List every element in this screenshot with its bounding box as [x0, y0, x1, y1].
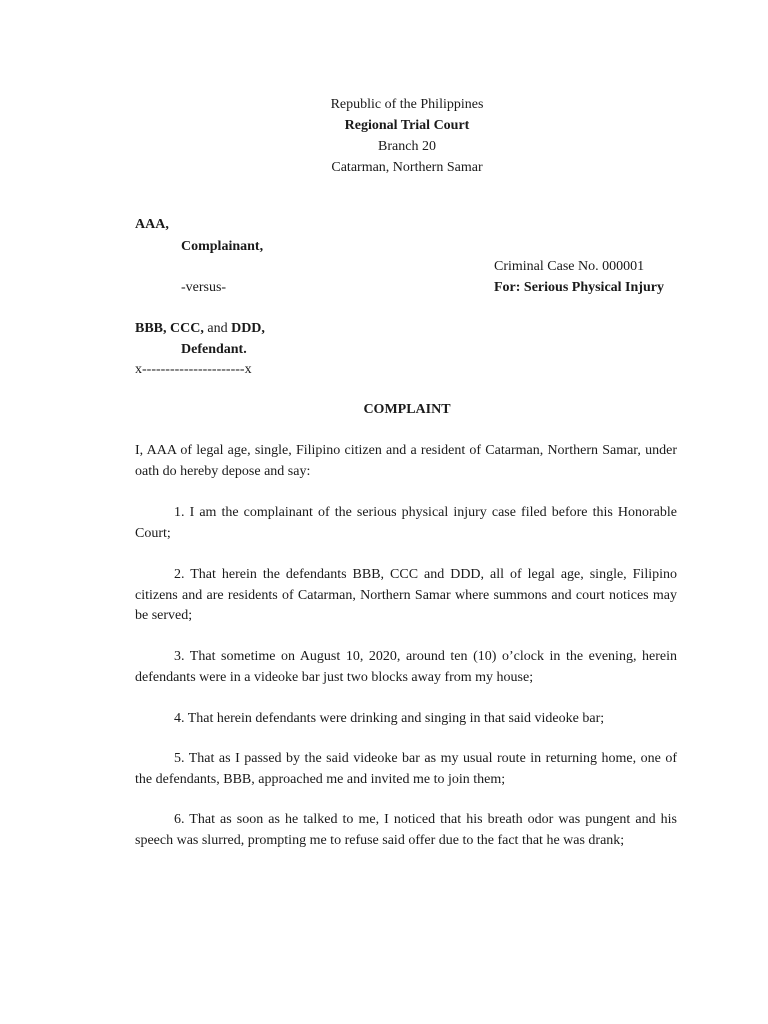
paragraph-5: 5. That as I passed by the said videoke bar as my usual route in returning home, one of the defendants, BBB, approached me and invited me to join them; — [135, 751, 677, 787]
caption-separator: x----------------------x — [135, 362, 252, 377]
case-nature: For: Serious Physical Injury — [494, 280, 664, 295]
paragraph-3: 3. That sometime on August 10, 2020, around ten (10) o’clock in the evening, herein defendants were in a videoke bar just two blocks away from my house; — [135, 649, 677, 685]
paragraph-2: 2. That herein the defendants BBB, CCC and DDD, all of legal age, single, Filipino citizens and are residents of Catarman, Northern Samar where summons and court notices may be served; — [135, 567, 677, 623]
defendant-ddd: DDD — [231, 321, 262, 336]
paragraph-6: 6. That as soon as he talked to me, I noticed that his breath odor was pungent and his speech was slurred, prompting me to refuse said offer due to the fact that he was drank; — [135, 812, 677, 848]
defendant-ccc: CCC — [170, 321, 201, 336]
paragraph-1: 1. I am the complainant of the serious physical injury case filed before this Honorable Court; — [135, 505, 677, 541]
complainant-name: AAA, — [135, 217, 169, 232]
header-branch: Branch 20 — [378, 139, 436, 154]
defendant-and: and — [207, 321, 228, 336]
defendant-label: Defendant. — [181, 342, 247, 357]
intro-paragraph: I, AAA of legal age, single, Filipino citizen and a resident of Catarman, Northern Samar, under oath do hereby depose and say: — [135, 443, 677, 479]
defendant-names: BBB, CCC, and DDD, — [135, 321, 265, 336]
versus-label: -versus- — [181, 280, 227, 295]
document-title: COMPLAINT — [363, 402, 451, 417]
header-location: Catarman, Northern Samar — [331, 160, 483, 175]
header-court: Regional Trial Court — [344, 118, 470, 133]
defendant-bbb: BBB — [135, 321, 164, 336]
court-header — [0, 94, 768, 178]
complainant-label: Complainant, — [181, 239, 264, 254]
paragraph-4: 4. That herein defendants were drinking and singing in that said videoke bar; — [174, 711, 605, 726]
case-number: Criminal Case No. 000001 — [494, 259, 645, 274]
header-republic: Republic of the Philippines — [330, 97, 484, 112]
